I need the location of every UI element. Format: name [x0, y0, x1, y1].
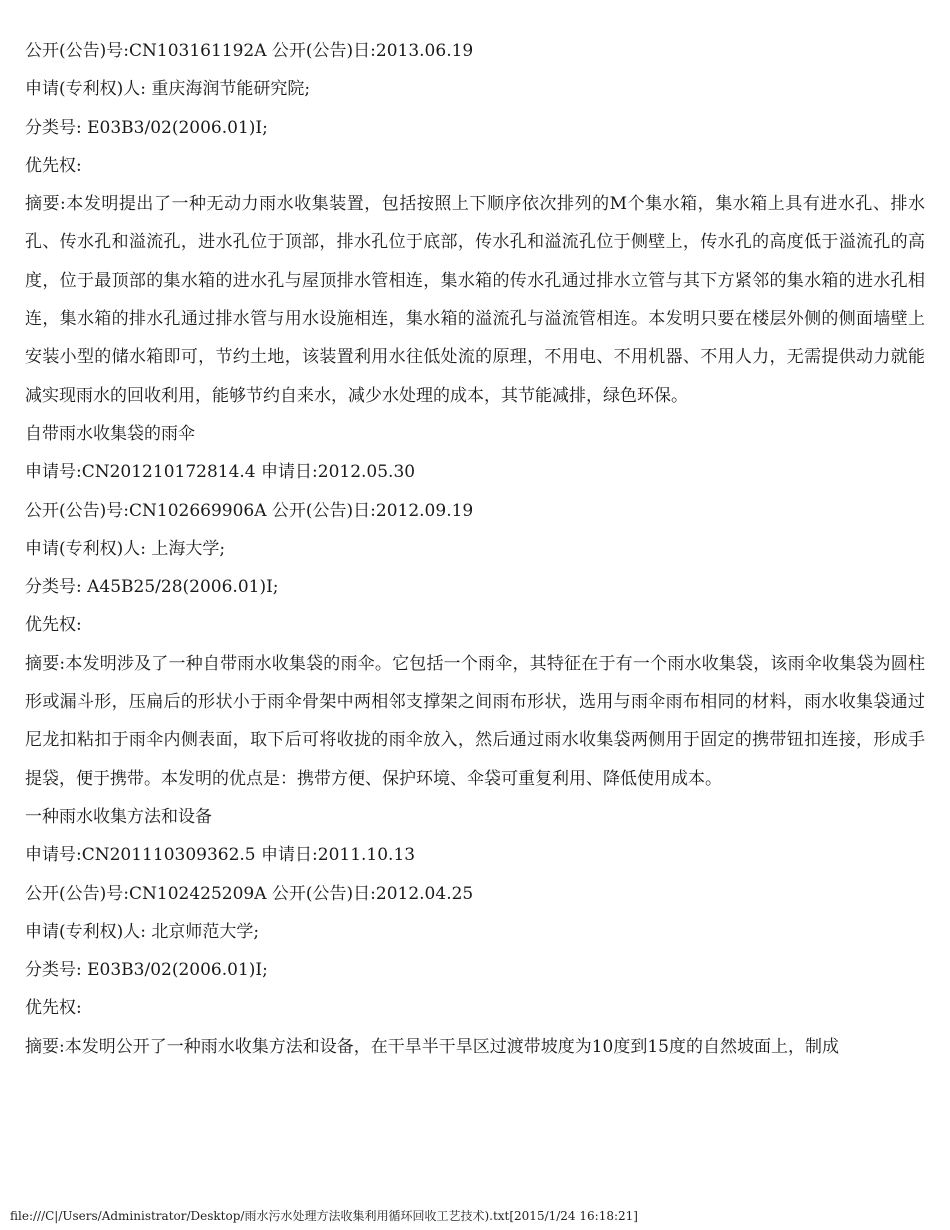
patent-title: 一种雨水收集方法和设备	[25, 806, 212, 827]
classification-line: 分类号: A45B25/28(2006.01)I;	[25, 577, 279, 598]
publication-number-line: 公开(公告)号:CN102669906A 公开(公告)日:2012.09.19	[25, 500, 474, 521]
classification-line: 分类号: E03B3/02(2006.01)I;	[25, 117, 268, 138]
classification-line: 分类号: E03B3/02(2006.01)I;	[25, 960, 268, 981]
file-path-footer: file:///C|/Users/Administrator/Desktop/雨水污水处理方法收集利用循环回收工艺技术).txt[2015/1/24 16:18:21]	[10, 1209, 638, 1223]
abstract-paragraph-partial: 摘要:本发明公开了一种雨水收集方法和设备，在干旱半干旱区过渡带坡度为10度到15度的自然坡面上，制成	[25, 1036, 839, 1057]
priority-line: 优先权:	[25, 155, 82, 176]
publication-number-line: 公开(公告)号:CN103161192A 公开(公告)日:2013.06.19	[25, 41, 474, 61]
document-body	[25, 32, 925, 1066]
applicant-line: 申请(专利权)人: 重庆海润节能研究院;	[25, 79, 311, 100]
priority-line: 优先权:	[25, 615, 82, 636]
application-number-line: 申请号:CN201210172814.4 申请日:2012.05.30	[25, 462, 416, 483]
publication-number-line: 公开(公告)号:CN102425209A 公开(公告)日:2012.04.25	[25, 883, 474, 904]
patent-title: 自带雨水收集袋的雨伞	[25, 423, 195, 444]
applicant-line: 申请(专利权)人: 上海大学;	[25, 538, 226, 559]
abstract-paragraph: 摘要:本发明涉及了一种自带雨水收集袋的雨伞。它包括一个雨伞，其特征在于有一个雨水收集袋，该雨伞收集袋为圆柱形或漏斗形，压扁后的形状小于雨伞骨架中两相邻支撑架之间雨布形状，选用与雨伞雨布相同的材料，雨水收集袋通过尼龙扣粘扣于雨伞内侧表面，取下后可将收拢的雨伞放入，然后通过雨水收集袋两侧用于固定的携带钮扣连接，形成手提袋，便于携带。本发明的优点是：携带方便、保护环境、伞袋可重复利用、降低使用成本。	[25, 653, 925, 789]
priority-line: 优先权:	[25, 998, 82, 1019]
applicant-line: 申请(专利权)人: 北京师范大学;	[25, 921, 260, 942]
abstract-paragraph: 摘要:本发明提出了一种无动力雨水收集装置，包括按照上下顺序依次排列的M个集水箱，集水箱上具有进水孔、排水孔、传水孔和溢流孔，进水孔位于顶部，排水孔位于底部，传水孔和溢流孔位于侧壁上，传水孔的高度低于溢流孔的高度，位于最顶部的集水箱的进水孔与屋顶排水管相连，集水箱的传水孔通过排水立管与其下方紧邻的集水箱的进水孔相连，集水箱的排水孔通过排水管与用水设施相连，集水箱的溢流孔与溢流管相连。本发明只要在楼层外侧的侧面墙壁上安装小型的储水箱即可，节约土地，该装置利用水往低处流的原理，不用电、不用机器、不用人力，无需提供动力就能减实现雨水的回收利用，能够节约自来水，减少水处理的成本，其节能减排，绿色环保。	[25, 194, 925, 406]
application-number-line: 申请号:CN201110309362.5 申请日:2011.10.13	[25, 845, 416, 866]
